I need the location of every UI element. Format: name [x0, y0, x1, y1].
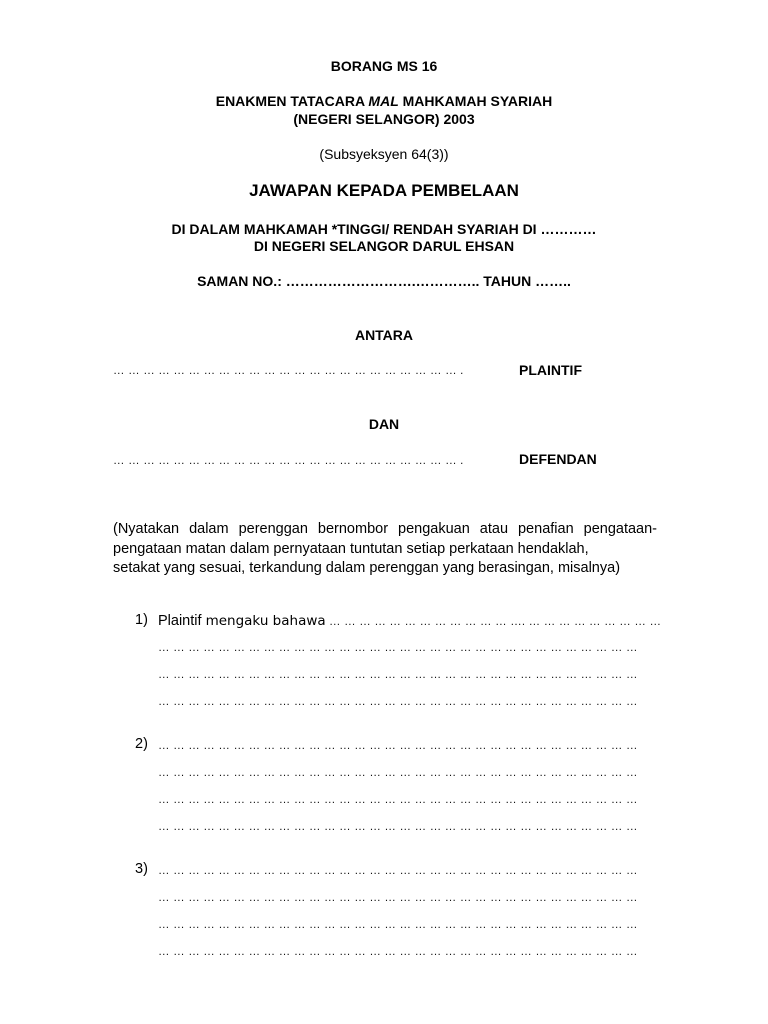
item-1-line-2: … … … … … … … … … … … … … … … … … … … … … … … … … … … … … … … …	[158, 642, 638, 654]
instructions-paragraph	[113, 520, 657, 579]
enactment-state: (NEGERI SELANGOR) 2003	[293, 111, 475, 127]
item-1-first-line	[158, 612, 661, 630]
item-1-line-3: … … … … … … … … … … … … … … … … … … … … … … … … … … … … … … … …	[158, 669, 638, 681]
item-3-line-3: … … … … … … … … … … … … … … … … … … … … … … … … … … … … … … … …	[158, 919, 638, 931]
instructions-last-line: setakat yang sesuai, terkandung dalam perenggan yang berasingan, misalnya)	[113, 560, 621, 576]
item-2-line-4: … … … … … … … … … … … … … … … … … … … … … … … … … … … … … … … …	[158, 821, 638, 833]
plaintiff-name-line: … … … … … … … … … … … … … … … … … … … … … … … .	[113, 365, 464, 377]
enactment-title-part2: MAHKAMAH SYARIAH	[398, 93, 553, 109]
document-title: JAWAPAN KEPADA PEMBELAAN	[249, 181, 519, 200]
item-1-lead-text: mengaku bahawa	[205, 613, 326, 629]
and-label: DAN	[368, 416, 400, 432]
instructions-text: (Nyatakan dalam perenggan bernombor pengakuan atau penafian pengataan-pengataan matan dalam pernyataan tuntutan setiap perkataan hendaklah,	[113, 521, 657, 557]
enactment-title-part1: ENAKMEN TATACARA	[215, 93, 369, 109]
item-2-line-3: … … … … … … … … … … … … … … … … … … … … … … … … … … … … … … … …	[158, 794, 638, 806]
item-3-number: 3)	[135, 861, 148, 877]
item-3-line-2: … … … … … … … … … … … … … … … … … … … … … … … … … … … … … … … …	[158, 892, 638, 904]
court-line-1: DI DALAM MAHKAMAH *TINGGI/ RENDAH SYARIAH DI …………	[171, 221, 597, 237]
defendant-name-line: … … … … … … … … … … … … … … … … … … … … … … … .	[113, 455, 464, 467]
item-1-number: 1)	[135, 612, 148, 628]
summons-number: SAMAN NO.: ……………………….………….. TAHUN ……..	[197, 273, 571, 289]
item-1-lead-plaintiff: Plaintif	[158, 613, 206, 629]
enactment-title-italic: MAL	[368, 93, 399, 109]
item-3-line-4: … … … … … … … … … … … … … … … … … … … … … … … … … … … … … … … …	[158, 946, 638, 958]
defendant-label: DEFENDAN	[519, 451, 597, 467]
item-1-first-dots: … … … … … … … … … … … … …. … … … … … … … … …	[325, 616, 662, 628]
enactment-title	[0, 93, 768, 109]
court-line-2: DI NEGERI SELANGOR DARUL EHSAN	[253, 238, 515, 254]
plaintiff-label: PLAINTIF	[519, 362, 582, 378]
item-2-number: 2)	[135, 736, 148, 752]
between-label: ANTARA	[354, 327, 414, 343]
subsection-reference: (Subsyeksyen 64(3))	[319, 146, 449, 162]
form-code: BORANG MS 16	[330, 58, 438, 74]
item-3-line-1: … … … … … … … … … … … … … … … … … … … … … … … … … … … … … … … …	[158, 865, 638, 877]
item-2-line-2: … … … … … … … … … … … … … … … … … … … … … … … … … … … … … … … …	[158, 767, 638, 779]
item-1-line-4: … … … … … … … … … … … … … … … … … … … … … … … … … … … … … … … …	[158, 696, 638, 708]
item-2-line-1: … … … … … … … … … … … … … … … … … … … … … … … … … … … … … … … …	[158, 740, 638, 752]
